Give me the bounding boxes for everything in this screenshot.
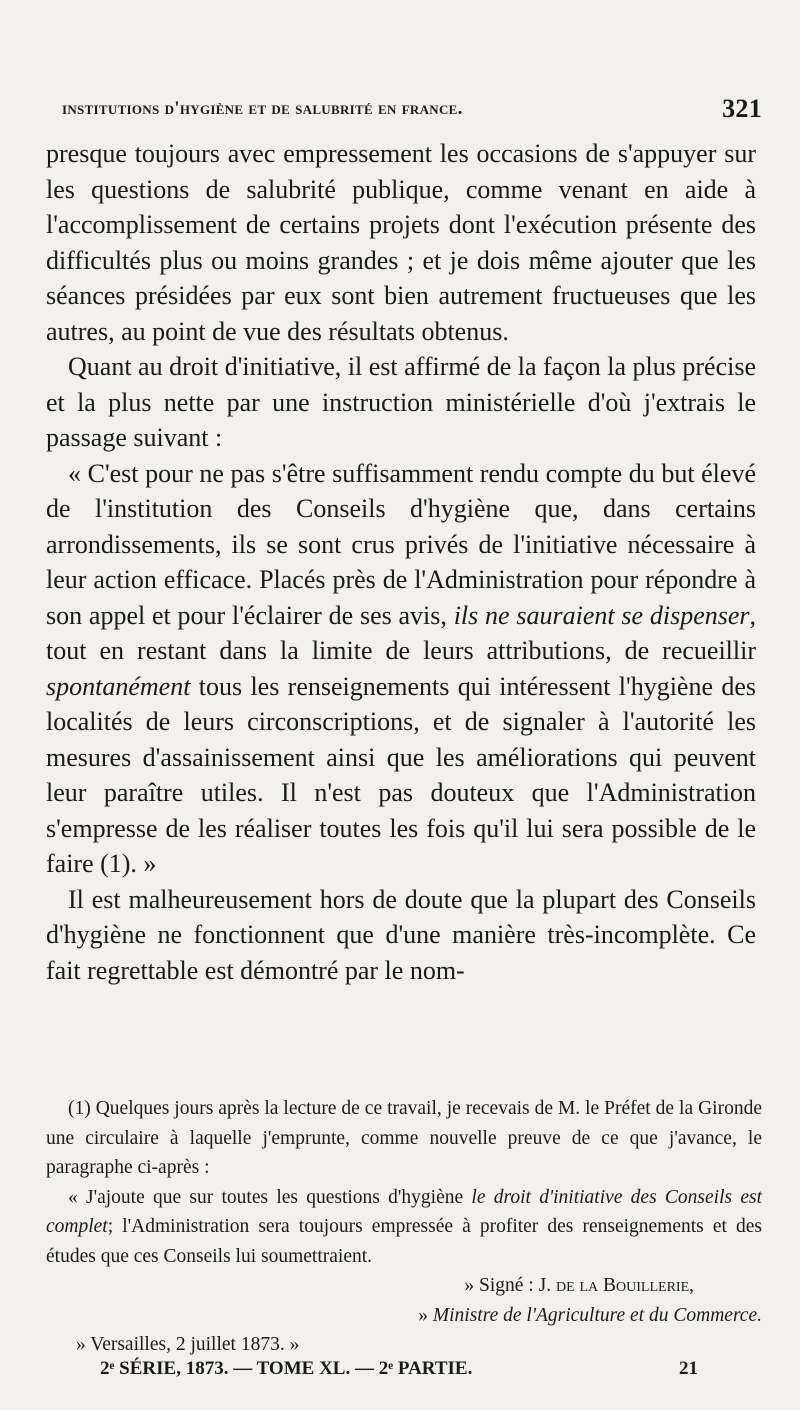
footnote	[46, 1094, 762, 1360]
signature-prefix: » Signé : J.	[464, 1275, 552, 1296]
minister-prefix: »	[418, 1304, 429, 1326]
footnote-quote-b: ; l'Administration sera toujours empressée à profiter des renseignements et des études que ces Conseils lui soumettraient.	[46, 1216, 762, 1267]
quote-text-c: tous les renseignements qui intéressent l'hygiène des localités de leurs circonscriptions, et de signaler à l'autorité les mesures d'assainissement ainsi que les améliorations qui peuvent leur paraître utiles. Il n'est pas douteux que l'Administration s'empresse de les réaliser toutes les fois qu'il lui sera possible de le faire (1). »	[46, 671, 757, 878]
signature-footer	[100, 1358, 700, 1380]
running-header	[62, 94, 762, 123]
footnote-quote-a: « J'ajoute que sur toutes les questions d'hygiène	[68, 1186, 464, 1208]
paragraph-2: Quant au droit d'initiative, il est affirmé de la façon la plus précise et la plus nette par une instruction ministérielle d'où j'extrais le passage suivant :	[46, 352, 756, 452]
minister-title: Ministre de l'Agriculture et du Commerce.	[432, 1304, 762, 1326]
quote-text-b: , tout en restant dans la limite de leurs attributions, de recueillir	[46, 600, 757, 665]
quote-italic-a: ils ne sauraient se dispenser	[453, 600, 750, 630]
footnote-1: (1) Quelques jours après la lecture de ce travail, je recevais de M. le Préfet de la Gironde une circulaire à laquelle j'emprunte, comme nouvelle preuve de ce que j'avance, le paragraphe ci-après :	[46, 1098, 762, 1178]
header-title: institutions d'hygiène et de salubrité en france.	[62, 98, 463, 119]
paragraph-4: Il est malheureusement hors de doute que la plupart des Conseils d'hygiène ne fonctionnent que d'une manière très-incomplète. Ce fait regrettable est démontré par le nom-	[46, 884, 756, 985]
quote-text-a: « C'est pour ne pas s'être suffisamment rendu compte du but élevé de l'institution des Conseils d'hygiène que, dans certains arrondissements, ils se sont crus privés de l'initiative nécessaire à leur action efficace. Placés près de l'Administration pour répondre à son appel et pour l'éclairer de ses avis,	[46, 458, 756, 630]
footnote-signature	[46, 1271, 762, 1301]
footnote-quote-italic: le droit d'initiative des Conseils est complet	[46, 1186, 763, 1237]
paragraph-quote	[46, 456, 756, 882]
main-text	[46, 136, 756, 988]
sheet-number: 21	[679, 1358, 698, 1379]
signature-name: de la Bouillerie,	[555, 1275, 694, 1296]
footnote-quote	[46, 1183, 762, 1272]
footnote-place-date: » Versailles, 2 juillet 1873. »	[76, 1334, 300, 1355]
page-number: 321	[722, 94, 762, 123]
quote-italic-b: spontanément	[46, 671, 191, 701]
series-info: 2ᵉ SÉRIE, 1873. — TOME XL. — 2ᵉ PARTIE.	[100, 1358, 473, 1379]
paragraph-1: presque toujours avec empressement les occasions de s'appuyer sur les questions de salubrité publique, comme venant en aide à l'accomplissement de certains projets dont l'exécution présente des difficultés plus ou moins grandes ; et je dois même ajouter que les séances présidées par eux sont bien autrement fructueuses que les autres, au point de vue des résultats obtenus.	[46, 139, 756, 346]
footnote-minister	[46, 1301, 762, 1331]
